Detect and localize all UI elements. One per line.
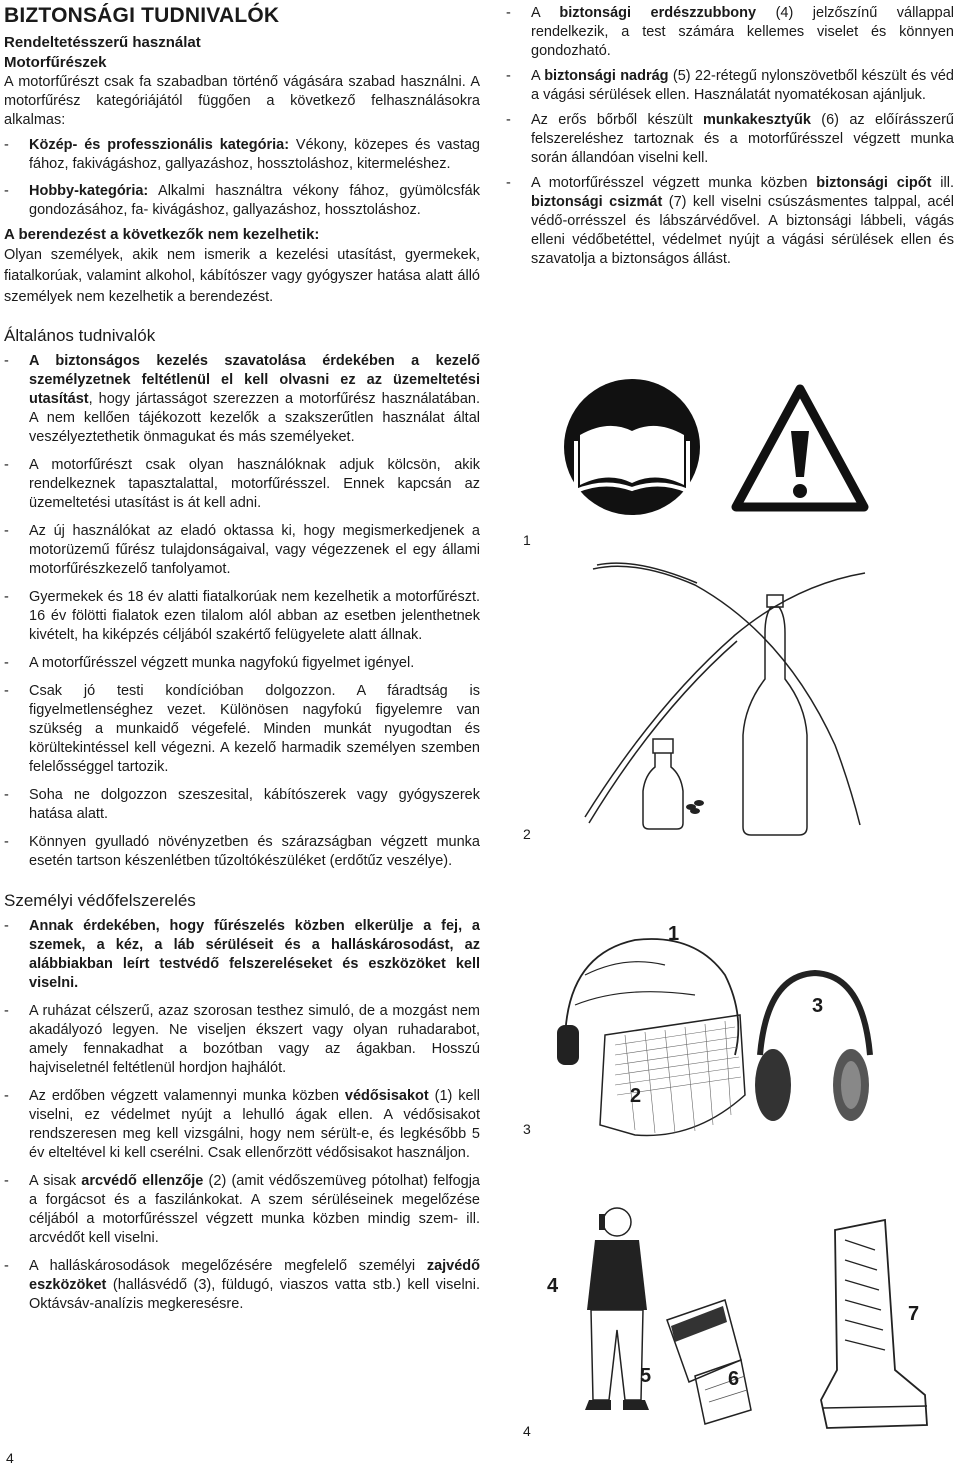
no-alcohol-drugs-icon [575, 555, 875, 845]
item-text [531, 111, 954, 168]
bullet-dash: - [4, 1173, 9, 1189]
text-run: Az új használókat az eladó oktassa ki, hogy megismerkedjenek a motorüzemű fűrész tulajdonságaival, vagy végezzenek el egy állami motorfűrészkezelő tanfolyamot. [29, 523, 480, 577]
text-run: (2) (amit védőszemüveg pótolhat) felfogja a forgácsot és a faszilánkokat. A szem sérüléseinek megelőzése céljából a motorfűrésszel végzett munka közben mindig szem- ill. arcvédőt kell viselni. [29, 1173, 480, 1246]
text-run: Könnyen gyulladó növényzetben és szárazságban végzett munka esetén tartson készenlétben tűzoltókészüléket (erdőtűz veszélye). [29, 834, 480, 869]
general-item [4, 682, 480, 777]
ppe-item [4, 1002, 480, 1078]
figure-4-callout-6: 6 [728, 1368, 740, 1390]
ppe-list-continued [506, 4, 954, 269]
text-run: Vékony, közepes és vastag fához, fakivágáshoz, gallyazáshoz, hossztoláshoz, kitermeléshez. [29, 137, 480, 172]
bold-text: A biztonságos kezelés szavatolása érdekében a kezelő személyzetnek feltétlenül el kell olvasni ez az üzemeltetési utasítást [29, 353, 480, 407]
ppe-item [506, 174, 954, 269]
bullet-dash: - [506, 175, 511, 191]
bullet-dash: - [506, 5, 511, 21]
text-run: (4) jelzőszínű vállappal rendelkezik, a test számára kellemes viselet és könnyen gondozható. [531, 5, 954, 59]
restriction-heading: A berendezést a következők nem kezelhetik: [4, 226, 320, 243]
item-text [531, 67, 954, 105]
bullet-dash: - [506, 68, 511, 84]
bullet-dash: - [4, 457, 9, 473]
text-run: A motorfűrészt csak olyan használóknak adjuk kölcsön, akik rendelkeznek tapasztalattal, motorfűrésszel. Ennek kapcsán az üzemeltetési utasítást is át kell adni. [29, 457, 480, 511]
text-run: A ruházat célszerű, azaz szorosan testhez simuló, de a mozgást nem akadályozó legyen. Ne viseljen ékszert vagy olyan ruhadarabot, amely fennakadhat a bozótban vagy az ágakban. Hosszú hajviseletnél feltétlenül hordjon hajhálót. [29, 1003, 480, 1076]
helmet-visor-earmuffs-icon [545, 935, 875, 1145]
bullet-dash: - [4, 523, 9, 539]
intended-use-heading: Rendeltetésszerű használat [4, 34, 201, 51]
figure-3-callout-2: 2 [630, 1085, 642, 1107]
intended-use-item [4, 136, 480, 174]
item-text [29, 136, 480, 174]
bullet-dash: - [4, 183, 9, 199]
ppe-item [4, 1172, 480, 1248]
bullet-dash: - [4, 1088, 9, 1104]
text-run: (1) kell viselni, ez védelmet nyújt a lehulló ágak ellen. A védősisakot rendszeresen meg kell vizsgálni, hogy nem sérült-e, és legkésőbb 5 év elteltével ki kell cserélni. Csak ellenőrzött védősisakot használjon. [29, 1088, 480, 1161]
ppe-item [4, 917, 480, 993]
text-run: Az erős bőrből készült [531, 112, 703, 128]
item-text [29, 682, 480, 777]
bullet-dash: - [4, 655, 9, 671]
text-run: A halláskárosodások megelőzésére megfelelő személyi [29, 1258, 427, 1274]
intended-use-list [4, 136, 480, 220]
item-text [29, 833, 480, 871]
ppe-item [506, 67, 954, 105]
text-run: (hallásvédő (3), füldugó, viaszos vatta stb.) kell viselni. Oktávsáv-analízis megkeresésre. [29, 1277, 480, 1312]
figure-2-number: 2 [523, 826, 531, 842]
general-item [4, 456, 480, 513]
general-list [4, 352, 480, 871]
bullet-dash: - [4, 834, 9, 850]
chainsaws-subheading: Motorfűrészek [4, 54, 107, 71]
left-column [4, 0, 480, 1323]
general-item [4, 522, 480, 579]
bold-text: biztonsági nadrág [544, 68, 669, 84]
bullet-dash: - [4, 589, 9, 605]
bold-text: munkakesztyűk [702, 112, 811, 128]
figure-4-callout-4: 4 [547, 1275, 559, 1297]
general-item [4, 786, 480, 824]
bullet-dash: - [506, 112, 511, 128]
right-column [506, 4, 954, 275]
page-title: BIZTONSÁGI TUDNIVALÓK [4, 4, 280, 27]
item-text [29, 182, 480, 220]
item-text [29, 786, 480, 824]
ppe-item [4, 1087, 480, 1163]
intended-use-intro: A motorfűrészt csak fa szabadban történő vágására szabad használni. A motorfűrész kategóriájától függően a következő felhasználásokra alkalmas: [4, 74, 480, 128]
text-run: A motorfűrésszel végzett munka közben [531, 175, 817, 191]
item-text [29, 654, 480, 673]
text-run: Csak jó testi kondícióban dolgozzon. A fáradtság is figyelmetlenséghez vezet. Különösen nagyfokú figyelemre van szükség a munkaidő végefelé. Minden munkát nyugodtan és körültekintéssel kell végezni. A kezelő harmadik személyen szemben felelősséggel tartozik. [29, 683, 480, 775]
figure-3-number: 3 [523, 1121, 531, 1137]
restriction-text: Olyan személyek, akik nem ismerik a kezelési utasítást, gyermekek, fiatalkorúak, valamint alkohol, kábítószer vagy gyógyszer hatása alatt álló személyek nem kezelhetik a berendezést. [4, 247, 480, 305]
item-text [531, 174, 954, 269]
bold-text: Annak érdekében, hogy fűrészelés közben elkerülje a fej, a szemek, a kéz, a láb sérüléseit és a halláskárosodást, az alábbiakban leírt testvédő felszereléseket és eszközöket kell viselni. [29, 918, 480, 991]
bullet-dash: - [4, 683, 9, 699]
text-run: Alkalmi használtra vékony fához, gyümölcsfák gondozásához, fa- kivágáshoz, gallyazáshoz, hossztoláshoz. [29, 183, 480, 218]
bold-text: arcvédő ellenzője [81, 1173, 204, 1189]
figure-1 [560, 375, 890, 525]
bullet-dash: - [4, 918, 9, 934]
bold-text: biztonsági erdészzubbony [559, 5, 757, 21]
figure-3-callout-3: 3 [812, 995, 824, 1017]
bullet-dash: - [4, 137, 9, 153]
item-text [29, 456, 480, 513]
figure-3-callout-1: 1 [668, 923, 680, 945]
bold-text: Hobby-kategória: [29, 183, 149, 199]
text-run: ill. [931, 175, 954, 191]
text-run: Az erdőben végzett valamennyi munka közben [29, 1088, 345, 1104]
text-run: Soha ne dolgozzon szeszesital, kábítószerek vagy gyógyszerek hatása alatt. [29, 787, 480, 822]
general-item [4, 588, 480, 645]
protective-clothing-icon [555, 1200, 935, 1440]
figure-4-number: 4 [523, 1423, 531, 1439]
item-text [29, 1087, 480, 1163]
item-text [29, 352, 480, 447]
item-text [29, 1172, 480, 1248]
ppe-item [506, 111, 954, 168]
bullet-dash: - [4, 1003, 9, 1019]
text-run: Gyermekek és 18 év alatti fiatalkorúak nem kezelhetik a motorfűrészt. 16 év fölötti fialatok ezen tilalom alól abban az esetben jelenthetnek kivételt, ha kiképzés céljából szakértő felügyelete alatt állnak. [29, 589, 480, 643]
item-text [29, 1257, 480, 1314]
bold-text: biztonsági csizmát [531, 194, 663, 210]
item-text [29, 1002, 480, 1078]
item-text [531, 4, 954, 61]
bold-text: Közép- és professzionális kategória: [29, 137, 290, 153]
page-number: 4 [6, 1450, 14, 1466]
item-text [29, 588, 480, 645]
text-run: A [531, 5, 560, 21]
text-run: (6) az előírásszerű felszereléshez tartoznak és a motorfűrésszel végzett munka során állandóan viselni kell. [531, 112, 954, 166]
general-heading: Általános tudnivalók [4, 326, 156, 345]
warning-icon [730, 381, 870, 521]
bold-text: zajvédő eszközöket [29, 1258, 480, 1293]
text-run: , hogy jártasságot szerezzen a motorfűrész használatában. A nem kellően tájékozott kezelők a szakszerűtlen használat által veszélyeztethetik önmagukat és más személyeket. [29, 391, 480, 445]
general-item [4, 833, 480, 871]
ppe-item [506, 4, 954, 61]
text-run: A motorfűrésszel végzett munka nagyfokú figyelmet igényel. [29, 655, 415, 671]
bullet-dash: - [4, 353, 9, 369]
bullet-dash: - [4, 1258, 9, 1274]
text-run: (7) kell viselni csúszásmentes talppal, acél védő-orrésszel és lábszárvédővel. A biztonsági lábbeli, vágás elleni védőbetéttel, védelmet nyújt a vágási sérülések ellen és szavatolja a biztonságos állást. [531, 194, 954, 267]
general-item [4, 654, 480, 673]
general-item [4, 352, 480, 447]
item-text [29, 522, 480, 579]
text-run: A sisak [29, 1173, 82, 1189]
ppe-heading: Személyi védőfelszerelés [4, 891, 196, 910]
item-text [29, 917, 480, 993]
text-run: A [531, 68, 545, 84]
figure-1-number: 1 [523, 532, 531, 548]
text-run: (5) 22-rétegű nylonszövetből készült és véd a vágási sérülések ellen. Használatát nyomatékosan ajánljuk. [531, 68, 954, 103]
intended-use-item [4, 182, 480, 220]
ppe-list [4, 917, 480, 1314]
bullet-dash: - [4, 787, 9, 803]
ppe-item [4, 1257, 480, 1314]
bold-text: biztonsági cipőt [816, 175, 932, 191]
figure-4-callout-7: 7 [908, 1303, 920, 1325]
bold-text: védősisakot [344, 1088, 429, 1104]
figure-4-callout-5: 5 [640, 1365, 652, 1387]
